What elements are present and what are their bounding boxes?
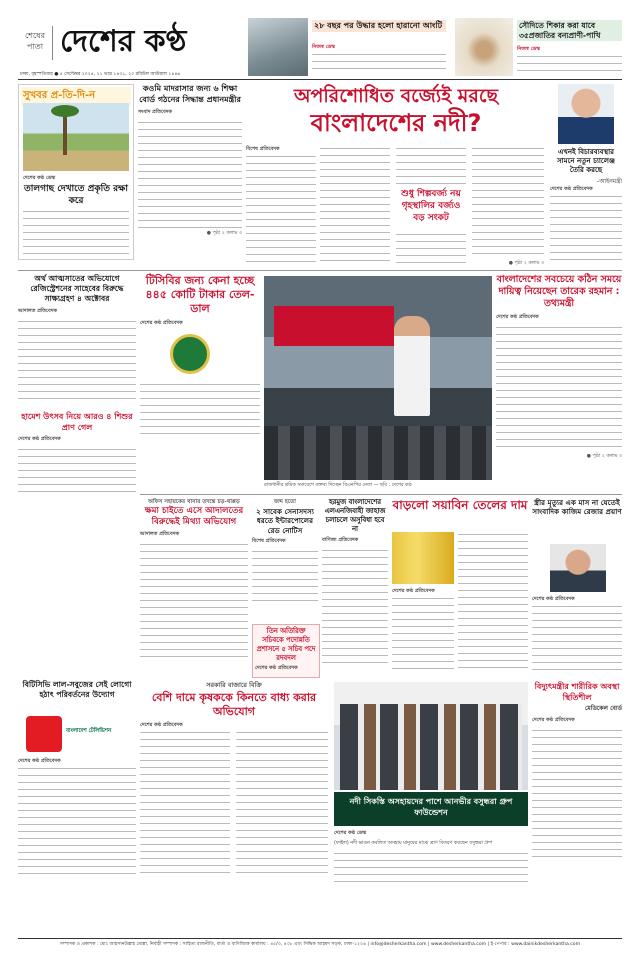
shukhbor-banner: সুখবর প্র-তি-দি-ন	[21, 87, 131, 106]
section-tag-line1: শেষের	[24, 31, 45, 40]
senapati-article	[252, 498, 318, 618]
health-article	[532, 682, 622, 880]
tarek-text	[496, 325, 622, 453]
award-article	[18, 274, 136, 408]
teaser-wildlife-photo	[455, 18, 513, 76]
people-group	[340, 704, 522, 790]
senapati-byline: বিশেষ প্রতিবেদক	[252, 538, 286, 545]
masthead-underline	[18, 79, 622, 80]
kshama-article	[140, 498, 248, 678]
minister-byline: দেশের কণ্ঠ প্রতিবেদক	[550, 186, 593, 192]
bitisi-headline: বিটিসিভি লাল-সবুজের সেই লোগো হঠাৎ পরিবর্তনের উদ্যোগ	[22, 680, 132, 699]
teaser-wildlife-text	[517, 54, 622, 74]
award-byline: আদালত প্রতিবেদক	[18, 308, 57, 314]
bottom-banner-byline: দেশের কণ্ঠ ডেস্ক	[334, 830, 367, 836]
center-photo	[264, 276, 492, 480]
lead-text-col2	[320, 146, 390, 266]
tarek-headline: বাংলাদেশের সবচেয়ে কঠিন সময়ে দায়িত্ব নিয়েছেন তারেক রহমান : তথ্যমন্ত্রী	[496, 274, 622, 309]
dateline: ঢাকা, বৃহস্পতিবার ● ৫ সেপ্টেম্বর ২০২৪, ২১ ভাদ্র ১৪৩১, ২০ রবিউল আউয়াল ১৪৪৬	[20, 72, 181, 77]
qawmi-headline: কওমি মাদরাসার জন্য ৬ শিক্ষা বোর্ড গঠনের সিদ্ধান্ত প্রধানমন্ত্রীর	[139, 84, 241, 104]
kshama-kicker: অফিস সহায়কের থানার তদন্তে চড়-থাপ্পড়	[148, 499, 240, 505]
minister-headline: এখনই বিচারব্যবস্থার সামনে নতুন চ্যালেঞ্জ তৈরি করছে	[557, 148, 615, 174]
qawmi-article	[138, 84, 242, 260]
lead-subhead: শুধু শিল্পবর্জ্য নয় গৃহস্থালির বর্জ্যও বড় সংকট	[401, 189, 461, 223]
bottom-banner	[334, 792, 528, 826]
health-subline: মেডিকেল বোর্ড	[585, 705, 622, 712]
soybean-article	[392, 498, 528, 678]
row2-divider	[140, 494, 622, 495]
senapati-text	[252, 549, 318, 601]
lead-headline-line2: বাংলাদেশের নদী?	[310, 109, 482, 137]
hamesh-text	[18, 447, 136, 493]
fire-article	[532, 498, 622, 678]
bottom-banner-lines	[334, 851, 528, 885]
bitisi-text	[18, 766, 136, 876]
tcb-logo	[170, 334, 210, 374]
fire-photo	[550, 544, 606, 592]
profile-minister	[550, 84, 622, 264]
crowd	[264, 426, 492, 480]
tcb-article	[140, 274, 260, 438]
health-headline: বিদ্যুৎমন্ত্রীর শারীরিক অবস্থা স্থিতিশীল	[534, 682, 620, 702]
section-tag	[20, 30, 50, 52]
minister-text	[550, 194, 622, 260]
lead-continued: ● পৃষ্ঠা ২ কলাম ৩	[508, 261, 544, 266]
senapati-headline: ২ সাবেক সেনাসদস্য ধরতে ইন্টারপোলের রেড নোটিস	[256, 507, 314, 535]
masthead-rule	[52, 26, 53, 60]
award-headline: অর্থ আত্মসাতের অভিযোগে রেজিস্ট্রেশনের সাহেবের বিরুদ্ধে সাক্ষ্যগ্রহণ ৪ অক্টোবর	[30, 274, 124, 303]
center-caption: রাজধানীর শ্রমিক সমাবেশে বক্তব্য দিচ্ছেন বিএনপির নেতা — ছবি : দেশের কণ্ঠ	[264, 483, 412, 488]
teaser-ring-title: ২৮ বছর পর উদ্ধার হলো হারানো আংটি	[312, 20, 446, 32]
health-byline: দেশের কণ্ঠ প্রতিবেদক	[532, 717, 575, 723]
lead-text-col3b	[396, 232, 466, 266]
minister-name: -আইনমন্ত্রী	[596, 178, 622, 185]
tin-box	[252, 624, 320, 678]
lead-text-col3	[396, 146, 466, 186]
bitisi-byline: দেশের কণ্ঠ প্রতিবেদক	[18, 758, 61, 764]
tcb-text	[140, 382, 260, 436]
lead-text-col1	[246, 154, 316, 266]
lead-byline: বিশেষ প্রতিবেদক	[246, 146, 280, 152]
shukhbor-byline: দেশের কণ্ঠ ডেস্ক	[23, 175, 56, 181]
qawmi-byline: সংবাদ প্রতিবেদক	[138, 109, 172, 115]
fire-headline: স্ত্রীর মৃত্যুর এক মাস না যেতেই সাংবাদিক কাজিম রেজার প্রয়াণ	[532, 498, 622, 517]
health-text	[532, 728, 622, 860]
qawmi-text	[138, 120, 242, 230]
section-tag-line2: পাতা	[26, 42, 44, 51]
fire-text	[532, 604, 622, 674]
sarkari-text-a	[140, 730, 230, 876]
haramaj-text	[322, 548, 388, 668]
soybean-photo	[392, 532, 454, 584]
teaser-wildlife-label: নিজস্ব ডেস্ক	[517, 46, 540, 52]
qawmi-continued: ● পৃষ্ঠা ২ কলাম ৩	[206, 231, 242, 236]
teaser-wildlife[interactable]	[455, 18, 622, 76]
sarkari-text-b	[236, 730, 328, 876]
speaker-figure	[394, 316, 430, 416]
banner-red	[274, 306, 394, 346]
bottom-banner-text	[334, 830, 528, 890]
bottom-photo	[334, 682, 528, 790]
sarkari-kicker: সরকারি বাজারে বিক্রি	[206, 681, 262, 689]
kshama-byline: আদালত প্রতিবেদক	[140, 531, 179, 537]
teaser-wildlife-title: সৌদিতে শিকার করা যাবে ৩৫প্রজাতির বন্যপ্রাণী-পাখি	[517, 20, 622, 41]
tarek-byline: দেশের কণ্ঠ প্রতিবেদক	[496, 314, 539, 320]
row1-divider	[18, 270, 622, 271]
senapati-kicker: জব্দ হতো	[274, 499, 296, 505]
teaser-ring-text	[312, 52, 446, 74]
haramaj-article	[322, 498, 388, 678]
minister-photo	[558, 84, 614, 144]
shukhbor-headline: তালগাছ দেখাতে প্রকৃতি রক্ষা করে	[24, 184, 128, 206]
shukhbor-photo	[23, 103, 129, 171]
tcb-headline: টিসিবির জন্য কেনা হচ্ছে ৪৪৫ কোটি টাকার তেল-ডাল	[145, 274, 255, 315]
palm-tree-icon	[63, 111, 67, 155]
kshama-headline: ক্ষমা চাইতে এসে আদালতের বিরুদ্ধেই মিথ্যা অভিযোগ	[144, 506, 244, 527]
tcb-byline: দেশের কণ্ঠ প্রতিবেদক	[140, 320, 183, 326]
kshama-text	[140, 542, 248, 660]
hamesh-headline: হামেশ উৎসব নিয়ে আরও ৪ শিশুর প্রাণ গেল	[21, 412, 133, 432]
footer-rule	[18, 938, 622, 939]
hamesh-article	[18, 412, 136, 498]
soybean-headline: বাড়লো সয়াবিন তেলের দাম	[392, 498, 528, 512]
btv-logo	[26, 716, 62, 752]
lead-text-col4	[472, 146, 544, 258]
tarek-article	[496, 274, 622, 474]
haramaj-byline: বাণিজ্য প্রতিবেদক	[322, 537, 359, 543]
lead-article	[246, 84, 546, 270]
masthead	[20, 20, 250, 78]
bitisi-article	[18, 680, 136, 880]
sarkari-article	[140, 680, 328, 880]
teaser-ring-photo	[248, 18, 308, 76]
sarkari-headline: বেশি দামে কৃষককে কিনতে বাধ্য করার অভিযোগ	[151, 691, 317, 718]
sarkari-byline: দেশের কণ্ঠ প্রতিবেদক	[140, 722, 183, 728]
tarek-continued: ● পৃষ্ঠা ২ কলাম ৩	[586, 454, 622, 459]
bottom-banner-headline: নদী সিকস্তি অসহায়দের পাশে আনভীর বসুন্ধরা গ্রুপ ফাউন্ডেশন	[349, 797, 513, 817]
award-text	[18, 319, 136, 399]
tin-byline: দেশের কণ্ঠ প্রতিবেদক	[255, 665, 298, 671]
palm-leaves-icon	[51, 105, 79, 117]
soybean-byline: দেশের কণ্ঠ প্রতিবেদক	[392, 588, 435, 594]
fire-byline: দেশের কণ্ঠ প্রতিবেদক	[532, 596, 575, 602]
shukhbor-box	[18, 84, 134, 260]
teaser-ring[interactable]	[248, 18, 448, 76]
soybean-text-b	[392, 596, 454, 670]
shukhbor-text	[23, 209, 129, 257]
soybean-text-a	[458, 532, 528, 670]
btv-logo-text: বাংলাদেশ টেলিভিশন	[66, 728, 112, 734]
hamesh-byline: দেশের কণ্ঠ প্রতিবেদক	[18, 436, 61, 442]
haramaj-headline: হরমুজ বাংলাদেশের এলএনজিবাহী জাহাজ চলাচলে অসুবিধা হবে না	[324, 498, 386, 533]
masthead-title: দেশের কণ্ঠ	[60, 24, 187, 59]
bottom-banner-caption: (ফাইল) নদী ভাঙন কবলিত অসহায় মানুষের মাঝে ত্রাণ বিতরণ করছেন বসুন্ধরা গ্রুপ	[334, 841, 493, 846]
teaser-ring-label: নিজস্ব ডেস্ক	[312, 44, 335, 50]
lead-headline-line1: অপরিশোধিত বর্জ্যেই মরছে	[294, 85, 498, 107]
tin-headline: তিন অতিরিক্ত সচিবকে পদোন্নতি প্রশাসনে ৫ সচিব পদে রদবদল	[256, 627, 316, 662]
footer-imprint: সম্পাদক ও প্রকাশক : মোঃ আহসানউল্লাহ মোল্লা, নির্বাহী সম্পাদক : সাহিত্য রাজনীতি, বার্তা ও বাণিজ্যিক কার্যালয় : ৪৫/৩, ৪৩৮ এবং সিদ্ধিক আহমদ সড়ক, ঢাকা-১২০৬ | info@desherkantha.com | www.desherkantha.com | ই-পেপার : www.dainikdesherkantha.com	[59, 942, 581, 947]
